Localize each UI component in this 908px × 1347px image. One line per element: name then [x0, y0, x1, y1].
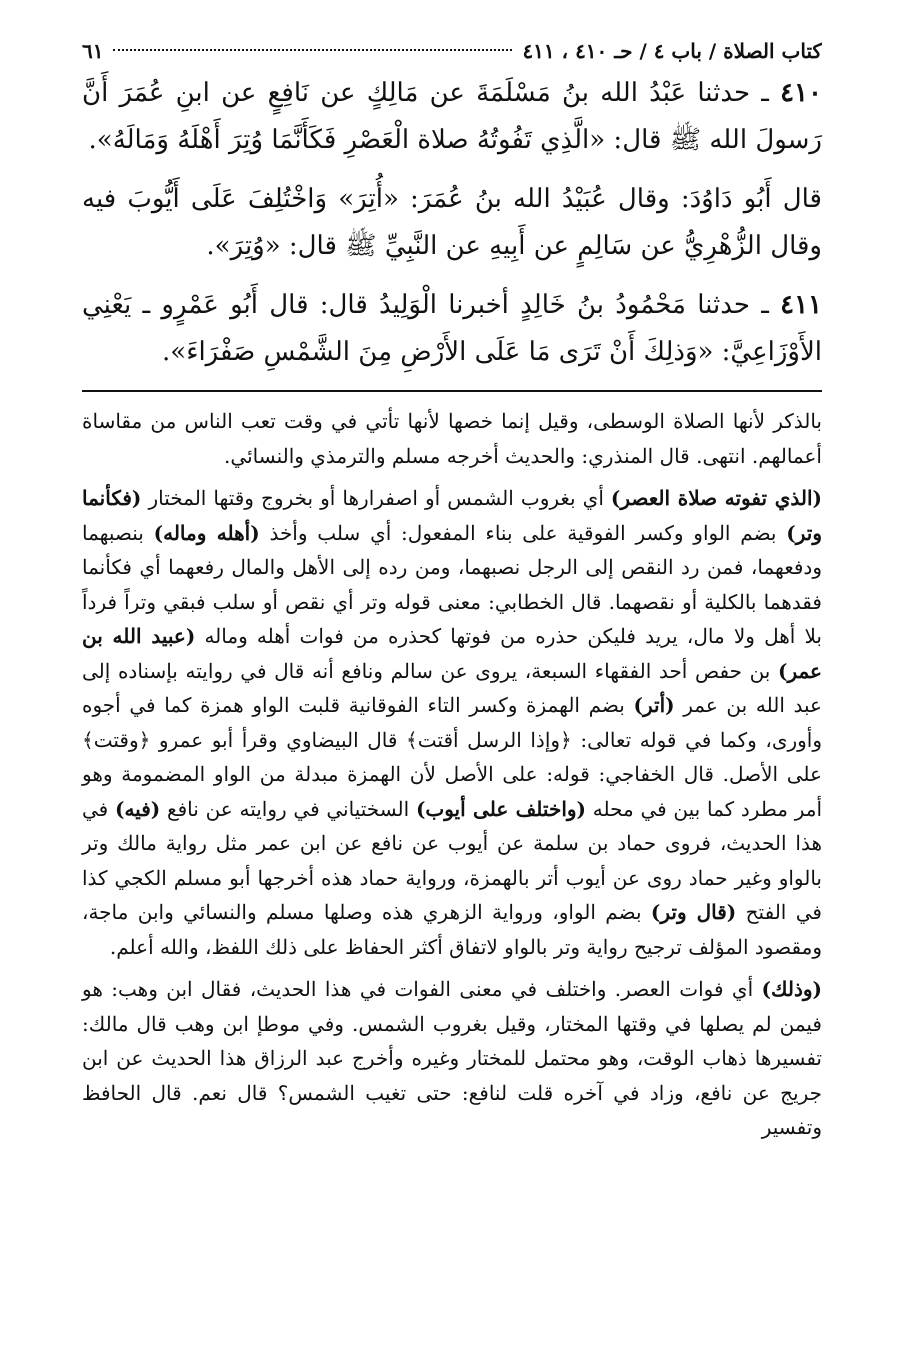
- hadith-text: ـ حدثنا عَبْدُ الله بنُ مَسْلَمَةَ عن مَالِكٍ عن نَافِعٍ عن ابنِ عُمَرَ أَنَّ رَسولَ الله ﷺ قال: «الَّذِي تَفُوتُهُ صلاة الْعَصْرِ فَكَأَنَّمَا وُتِرَ أَهْلَهُ وَمَالَهُ».: [82, 78, 822, 155]
- lemma: (عبيد الله بن عمر): [82, 624, 822, 683]
- main-text: [82, 70, 822, 376]
- running-head: [82, 36, 822, 70]
- commentary-text: أي بغروب الشمس أو اصفرارها أو بخروج وقتها المختار: [141, 486, 611, 510]
- hadith-411: [82, 282, 822, 376]
- lemma: (أتر): [633, 693, 675, 717]
- lemma: (قال وتر): [650, 900, 737, 924]
- commentary-text: بنصبهما ودفعهما، فمن رد النقص إلى الرجل نصبهما، ومن رده إلى الأهل والمال رفعهما أي فكأنما فقدهما بالكلية أو نقصهما. قال الخطابي: معنى قوله وتر أي نقص أو سلب فبقي وتراً فرداً بلا أهل ولا مال، يريد فليكن حذره من فوتها كحذره من فوات أهله وماله: [82, 520, 822, 648]
- commentary-paragraph: [82, 972, 822, 1145]
- commentary-text: بالذكر لأنها الصلاة الوسطى، وقيل إنما خصها لأنها تأتي في وقت تعب الناس من مقاساة أعمالهم. انتهى. قال المنذري: والحديث أخرجه مسلم والترمذي والنسائي.: [82, 409, 822, 468]
- page-number: ٦١: [82, 39, 104, 63]
- commentary-text: بضم الهمزة وكسر التاء الفوقانية قلبت الواو همزة كما في أجوه وأورى، وكما في قوله تعالى: ﴿وإذا الرسل أقتت﴾ قال البيضاوي وقرأ أبو عمرو ﴿وقتت﴾ على الأصل. قال الخفاجي: قوله: على الأصل لأن الهمزة مبدلة من الواو المضمومة وهو أمر مطرد كما بين في محله: [82, 693, 823, 821]
- lemma: (فيه): [114, 796, 161, 821]
- hadith-410: [82, 70, 822, 164]
- lemma: (أهله وماله): [153, 520, 260, 545]
- commentary-text: بن حفص أحد الفقهاء السبعة، يروى عن سالم ونافع أنه قال في روايته بإسناده إلى عبد الله بن عمر: [82, 658, 822, 717]
- lemma: (واختلف على أيوب): [415, 796, 586, 821]
- commentary-paragraph: [82, 481, 822, 964]
- leader-dots: [113, 49, 512, 51]
- hadith-number: ٤١٠: [780, 78, 822, 108]
- commentary: [82, 404, 822, 1145]
- commentary-text: بضم الواو، ورواية الزهري هذه وصلها مسلم والنسائي وابن ماجة، ومقصود المؤلف ترجيح رواية وتر بالواو لاتفاق أكثر الحفاظ على ذلك اللفظ، والله أعلم.: [82, 900, 822, 959]
- note-text: قال أَبُو دَاوُدَ: وقال عُبَيْدُ الله بنُ عُمَرَ: «أُتِرَ» وَاخْتُلِفَ عَلَى أَيُّوبَ فيه وقال الزُّهْرِيُّ عن سَالِمٍ عن أَبِيهِ عن النَّبِيِّ ﷺ قال: «وُتِرَ».: [82, 184, 822, 261]
- lemma: (الذي تفوته صلاة العصر): [610, 486, 822, 510]
- hadith-number: ٤١١: [780, 290, 823, 320]
- footnote-divider: [82, 390, 822, 392]
- lemma: (وذلك): [761, 977, 822, 1001]
- commentary-text: أي فوات العصر. واختلف في معنى الفوات في هذا الحديث، فقال ابن وهب: هو فيمن لم يصلها في وقتها المختار، وقيل بغروب الشمس. وفي موطإ ابن وهب قال مالك: تفسيرها ذهاب الوقت، وهو محتمل للمختار وغيره وأخرج عبد الرزاق هذا الحديث عن ابن جريج عن نافع، وزاد في آخره قلت لنافع: حتى تغيب الشمس؟ قال نعم. قال الحافظ وتفسير: [82, 977, 823, 1139]
- commentary-paragraph: [82, 404, 822, 473]
- commentary-text: السختياني في روايته عن نافع: [160, 796, 416, 821]
- commentary-text: في هذا الحديث، فروى حماد بن سلمة عن أيوب عن نافع عن ابن عمر مثل رواية مالك وتر بالواو وغير حماد روى عن أيوب أتر بالهمزة، ورواية حماد هذه أخرجها أبو مسلم الكجي كذا في الفتح: [82, 796, 822, 924]
- abu-dawud-note: [82, 176, 822, 270]
- commentary-text: بضم الواو وكسر الفوقية على بناء المفعول: أي سلب وأخذ: [259, 520, 787, 545]
- document-page: [82, 36, 822, 1153]
- running-head-title: كتاب الصلاة / باب ٤ / حـ ٤١٠ ، ٤١١: [522, 39, 822, 63]
- lemma: (فكأنما وتر): [82, 486, 822, 545]
- hadith-text: ـ حدثنا مَحْمُودُ بنُ خَالِدٍ أخبرنا الْوَلِيدُ قال: قال أَبُو عَمْرٍو ـ يَعْنِي الأَوْزَاعِيَّ: «وَذلِكَ أَنْ تَرَى مَا عَلَى الأَرْضِ مِنَ الشَّمْسِ صَفْرَاءَ».: [82, 290, 822, 367]
